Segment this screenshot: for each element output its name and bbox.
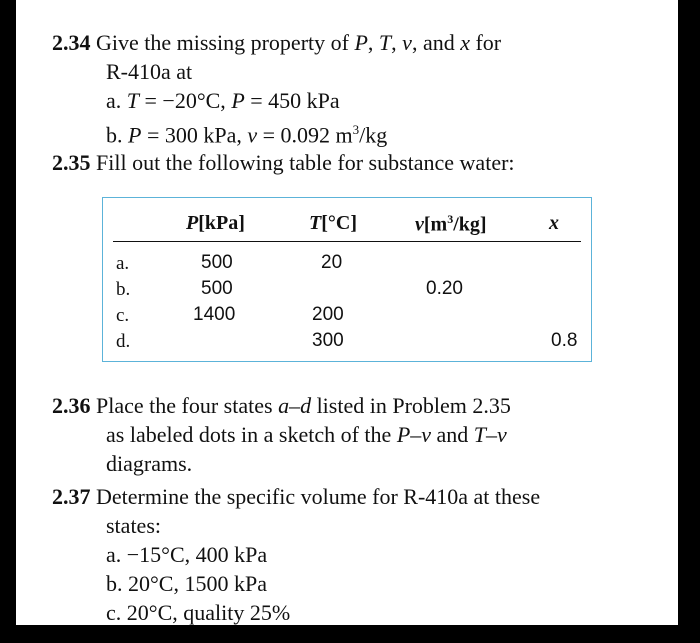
problem-2-36-line2: as labeled dots in a sketch of the P–v and T–v bbox=[106, 422, 507, 447]
cell-specific-volume: 0.20 bbox=[426, 278, 463, 299]
cell-pressure: 500 bbox=[201, 252, 233, 273]
problem-2-34-part-b: b. P = 300 kPa, v = 0.092 $m^3/kg$ bbox=[106, 122, 388, 148]
cell-pressure: 1400 bbox=[193, 304, 236, 325]
header-specific-volume: $v[m^3/kg]$ bbox=[415, 212, 487, 236]
problem-2-37-part-b: b. 20°C, 1500 kPa bbox=[106, 571, 267, 596]
header-quality: x bbox=[549, 212, 559, 234]
problem-2-37-line2: states: bbox=[106, 513, 161, 538]
cell-pressure: 500 bbox=[201, 278, 233, 299]
problem-number: 2.37 bbox=[52, 484, 91, 509]
problem-2-36-line3: diagrams. bbox=[106, 451, 193, 476]
problem-2-34-part-a: a. T = −20°C, P = 450 kPa bbox=[106, 88, 340, 113]
row-label: b. bbox=[116, 279, 131, 300]
header-pressure: P[kPa] bbox=[186, 212, 245, 234]
problem-page bbox=[16, 0, 678, 625]
cell-temperature: 300 bbox=[312, 330, 344, 351]
cell-quality: 0.8 bbox=[551, 330, 578, 351]
cell-temperature: 20 bbox=[321, 252, 343, 273]
cell-temperature: 200 bbox=[312, 304, 344, 325]
problem-2-37-part-a: a. −15°C, 400 kPa bbox=[106, 542, 268, 567]
problem-2-34-line2: R-410a at bbox=[106, 59, 193, 84]
problem-number: 2.35 bbox=[52, 150, 91, 175]
row-label: c. bbox=[116, 305, 130, 326]
problem-number: 2.34 bbox=[52, 30, 91, 55]
row-label: d. bbox=[116, 331, 131, 352]
state-table bbox=[102, 197, 592, 362]
problem-2-37-line1: 2.37 Determine the specific volume for R-410a at these bbox=[52, 484, 541, 509]
header-rule bbox=[113, 241, 581, 242]
problem-2-36-line1: 2.36 Place the four states a–d listed in Problem 2.35 bbox=[52, 393, 511, 418]
problem-2-34-line1: 2.34 Give the missing property of P, T, v, and x for bbox=[52, 30, 502, 55]
row-label: a. bbox=[116, 253, 130, 274]
problem-number: 2.36 bbox=[52, 393, 91, 418]
header-temperature: T[°C] bbox=[309, 212, 357, 234]
problem-2-35: 2.35 Fill out the following table for substance water: bbox=[52, 150, 515, 175]
problem-2-37-part-c: c. 20°C, quality 25% bbox=[106, 600, 291, 625]
